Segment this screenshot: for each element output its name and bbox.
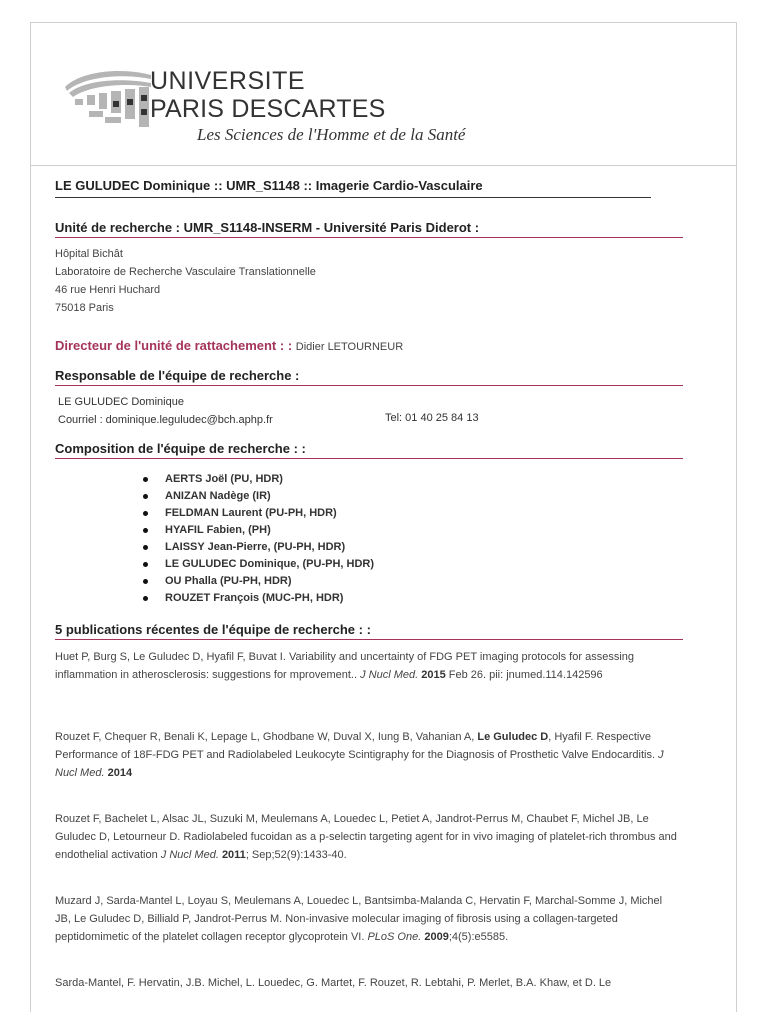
university-logo-icon xyxy=(61,65,153,133)
composition-heading: Composition de l'équipe de recherche : : xyxy=(55,441,683,459)
director-label: Directeur de l'unité de rattachement : : xyxy=(55,338,293,353)
list-item: OU Phalla (PU-PH, HDR) xyxy=(143,573,374,590)
logo-text-paris-descartes: PARIS DESCARTES xyxy=(150,95,386,123)
list-item: ANIZAN Nadège (IR) xyxy=(143,488,374,505)
header xyxy=(31,23,736,166)
publication-item: Muzard J, Sarda-Mantel L, Loyau S, Meulemans A, Louedec L, Bantsimba-Malanda C, Hervatin F, Marchal-Somme J, Michel JB, Le Guludec D, Billiald P, Jandrot-Perrus M. Non-invasive molecular imaging of fibrosis using a collagen-targeted peptidomimetic of the platelet collagen receptor glycoprotein VI. PLoS One. 2009;4(5):e5585. xyxy=(55,895,663,943)
logo-text-universite: UNIVERSITE xyxy=(150,67,306,95)
list-item: HYAFIL Fabien, (PH) xyxy=(143,522,374,539)
unit-address xyxy=(55,245,316,317)
unit-heading: Unité de recherche : UMR_S1148-INSERM - Université Paris Diderot : xyxy=(55,220,683,238)
publication-item: Sarda-Mantel, F. Hervatin, J.B. Michel, L. Louedec, G. Martet, F. Rouzet, R. Lebtahi, P. Merlet, B.A. Khaw, et D. Le xyxy=(55,977,612,989)
responsible-tel: Tel: 01 40 25 84 13 xyxy=(385,412,479,424)
address-line: 46 rue Henri Huchard xyxy=(55,284,161,296)
publications-heading: 5 publications récentes de l'équipe de recherche : : xyxy=(55,622,683,640)
list-item: ROUZET François (MUC-PH, HDR) xyxy=(143,590,374,607)
responsible-heading: Responsable de l'équipe de recherche : xyxy=(55,368,683,386)
address-line: 75018 Paris xyxy=(55,302,114,314)
director xyxy=(55,338,403,353)
address-line: Laboratoire de Recherche Vasculaire Translationnelle xyxy=(55,266,316,278)
responsible-email[interactable]: Courriel : dominique.leguludec@bch.aphp.fr xyxy=(58,414,273,426)
page-title: LE GULUDEC Dominique :: UMR_S1148 :: Imagerie Cardio-Vasculaire xyxy=(55,178,651,198)
member-list xyxy=(143,471,374,607)
director-name: Didier LETOURNEUR xyxy=(295,341,404,353)
responsible-name: LE GULUDEC Dominique xyxy=(58,396,184,408)
publication-item: Rouzet F, Bachelet L, Alsac JL, Suzuki M, Meulemans A, Louedec L, Petiet A, Jandrot-Perrus M, Chaubet F, Michel JB, Le Guludec D, Letourneur D. Radiolabeled fucoidan as a p-selectin targeting agent for in vivo imaging of platelet-rich thrombus and endothelial activation J Nucl Med. 2011; Sep;52(9):1433-40. xyxy=(55,813,677,861)
publication-item: Huet P, Burg S, Le Guludec D, Hyafil F, Buvat I. Variability and uncertainty of FDG PET imaging protocols for assessing inflammation in atherosclerosis: suggestions for mprovement.. J Nucl Med. 2015 Feb 26. pii: jnumed.114.142596 xyxy=(55,651,634,681)
list-item: LE GULUDEC Dominique, (PU-PH, HDR) xyxy=(143,556,374,573)
logo-tagline: Les Sciences de l'Homme et de la Santé xyxy=(197,125,466,144)
publication-item: Rouzet F, Chequer R, Benali K, Lepage L, Ghodbane W, Duval X, Iung B, Vahanian A, Le Guludec D, Hyafil F. Respective Performance of 18F-FDG PET and Radiolabeled Leukocyte Scintigraphy for the Diagnosis of Prosthetic Valve Endocarditis. J Nucl Med. 2014 xyxy=(55,731,664,779)
list-item: FELDMAN Laurent (PU-PH, HDR) xyxy=(143,505,374,522)
list-item: LAISSY Jean-Pierre, (PU-PH, HDR) xyxy=(143,539,374,556)
address-line: Hôpital Bichât xyxy=(55,248,123,260)
list-item: AERTS Joël (PU, HDR) xyxy=(143,471,374,488)
